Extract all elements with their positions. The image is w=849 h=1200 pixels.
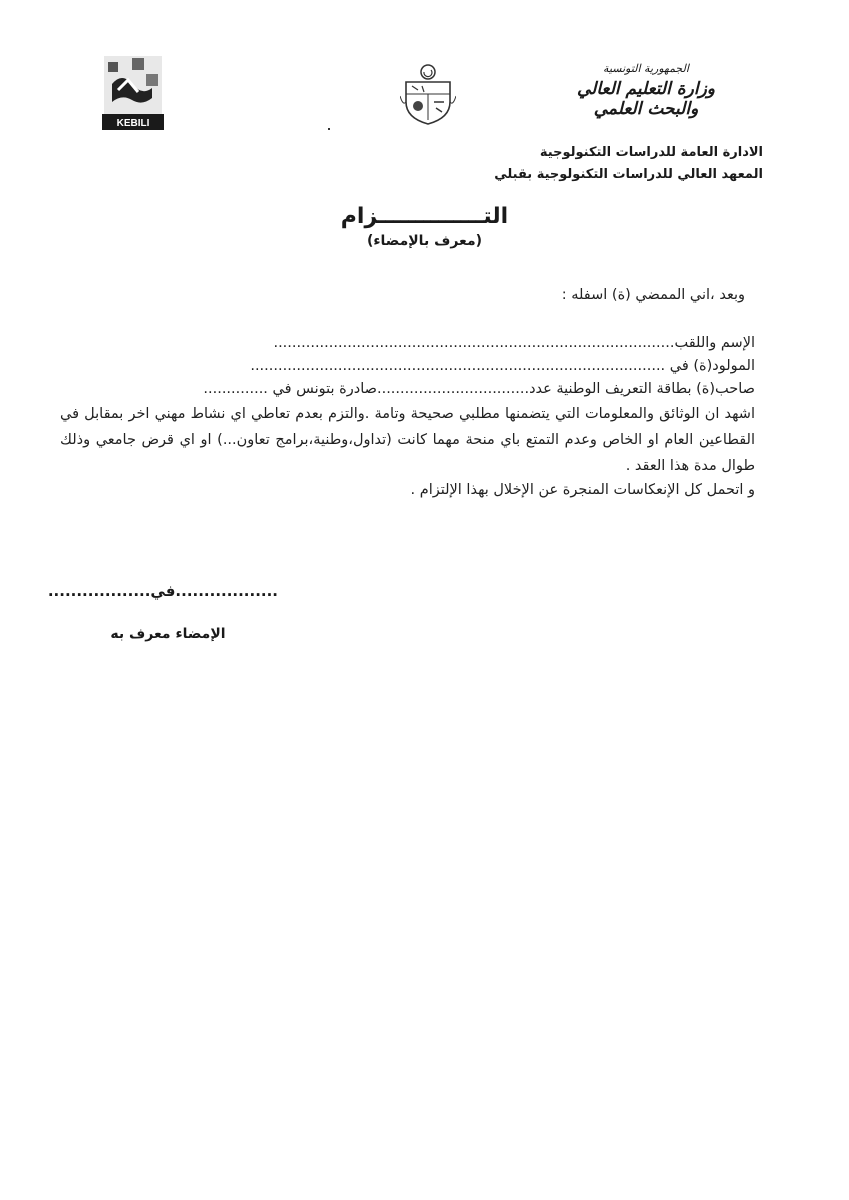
date-place-field: ..................في.................. [47, 582, 278, 600]
id-card-field: صاحب(ة) بطاقة التعريف الوطنية عدد.................................صادرة بتونس في .............. [203, 380, 755, 397]
institution-block [494, 142, 763, 186]
document-body [60, 284, 755, 502]
institute-name: المعهد العالي للدراسات التكنولوجية بقبلي [494, 167, 763, 182]
document-title [0, 204, 849, 249]
direction-name: الادارة العامة للدراسات التكنولوجية [539, 145, 763, 160]
ministry-line-2: والبحث العلمي [593, 99, 699, 119]
birth-field: المولود(ة) في .......................................................................................... [250, 357, 755, 374]
ministry-line-1: وزارة التعليم العالي [576, 79, 716, 99]
republic-label: الجمهورية التونسية [603, 62, 689, 75]
ministry-header [561, 62, 731, 119]
closing-line: و اتحمل كل الإنعكاسات المنجرة عن الإخلال بهذا الإلتزام . [410, 481, 755, 498]
declaration-paragraph: اشهد ان الوثائق والمعلومات التي يتضمنها مطلبي صحيحة وتامة .والتزم بعدم تعاطي اي نشاط مهني اخر بمقابل في القطاعين العام او الخاص وعدم التمتع باي منحة مهما كانت (تداول،وطنية،برامج تعاون...) او اي قرض جامعي وذلك طوال مدة هذا العقد . [60, 405, 755, 474]
logo-text: KEBILI [116, 118, 150, 129]
name-field: الإسم واللقب....................................................................................... [273, 334, 755, 351]
title-main: التــــــــــــــزام [340, 204, 509, 229]
tunisia-coat-of-arms-icon [400, 62, 456, 126]
iset-kebili-logo-icon [102, 54, 164, 130]
scan-speck [328, 128, 330, 130]
intro-line: وبعد ،اني الممضي (ة) اسفله : [561, 287, 745, 303]
title-sub: (معرف بالإمضاء) [366, 233, 483, 249]
signature-label: الإمضاء معرف به [110, 626, 226, 642]
